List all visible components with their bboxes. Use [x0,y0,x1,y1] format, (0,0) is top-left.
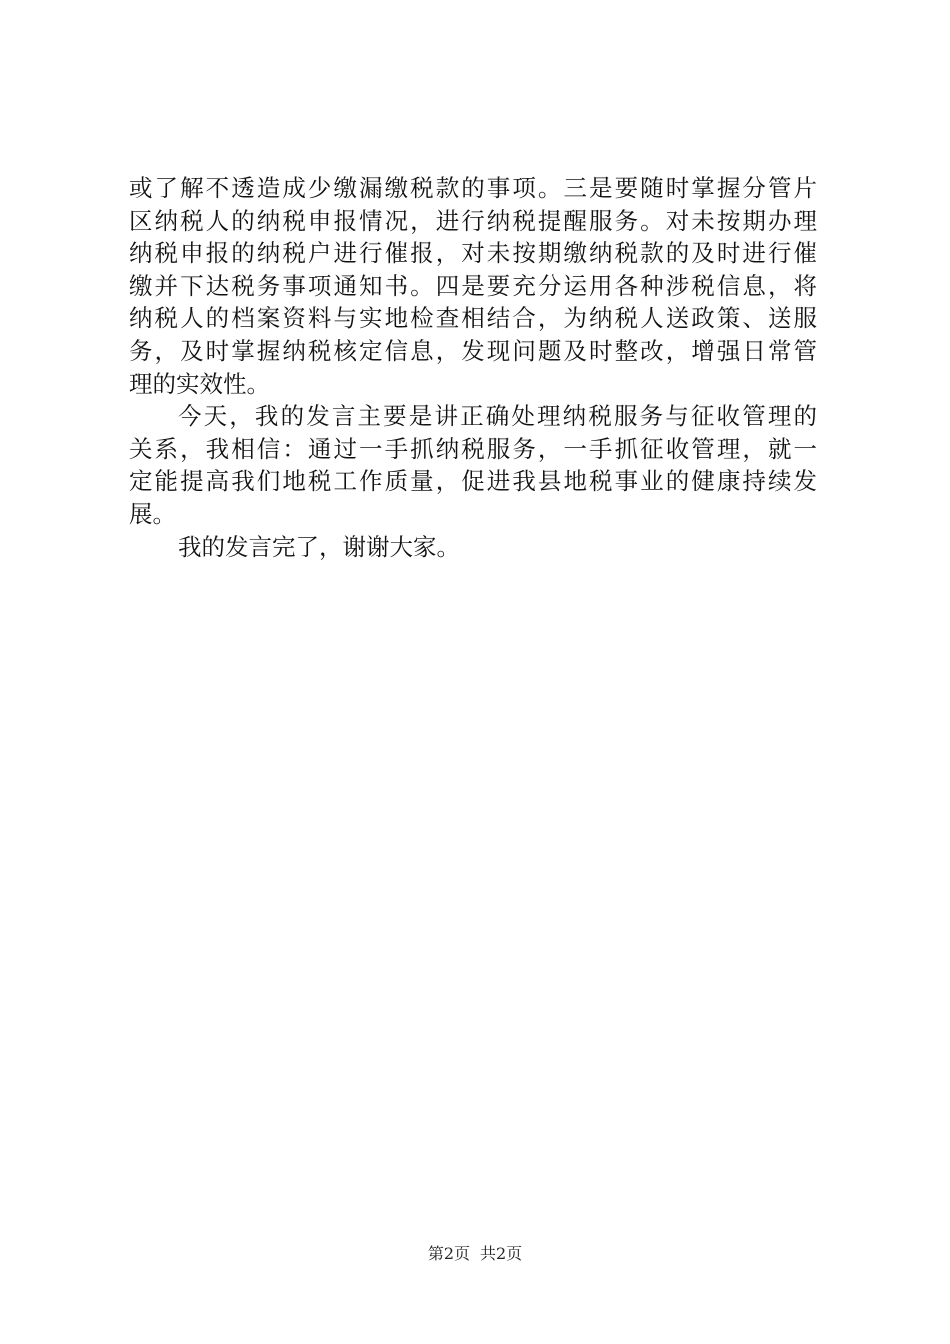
paragraph-1-line-5: 纳税人的档案资料与实地检查相结合，为纳税人送政策、送服 [129,304,817,333]
paragraph-1-line-7: 理的实效性。 [129,369,270,398]
document-body [129,172,817,563]
paragraph-1-line-6: 务，及时掌握纳税核定信息，发现问题及时整改，增强日常管 [129,336,817,365]
paragraph-2-line-1: 今天，我的发言主要是讲正确处理纳税服务与征收管理的 [178,402,817,431]
paragraph-1-line-2: 区纳税人的纳税申报情况，进行纳税提醒服务。对未按期办理 [129,206,817,235]
page-footer [0,1243,950,1265]
paragraph-1-line-4: 缴并下达税务事项通知书。四是要充分运用各种涉税信息，将 [129,271,817,300]
paragraph-2-line-3: 定能提高我们地税工作质量，促进我县地税事业的健康持续发 [129,467,817,496]
page-total: 共2页 [480,1244,523,1263]
paragraph-2-line-2: 关系，我相信：通过一手抓纳税服务，一手抓征收管理，就一 [129,434,817,463]
paragraph-1-line-3: 纳税申报的纳税户进行催报，对未按期缴纳税款的及时进行催 [129,239,817,268]
paragraph-1-line-1: 或了解不透造成少缴漏缴税款的事项。三是要随时掌握分管片 [129,174,817,202]
page-number: 第2页 [427,1244,470,1263]
paragraph-2-line-4: 展。 [129,499,176,528]
paragraph-3-line-1: 我的发言完了，谢谢大家。 [178,532,460,561]
